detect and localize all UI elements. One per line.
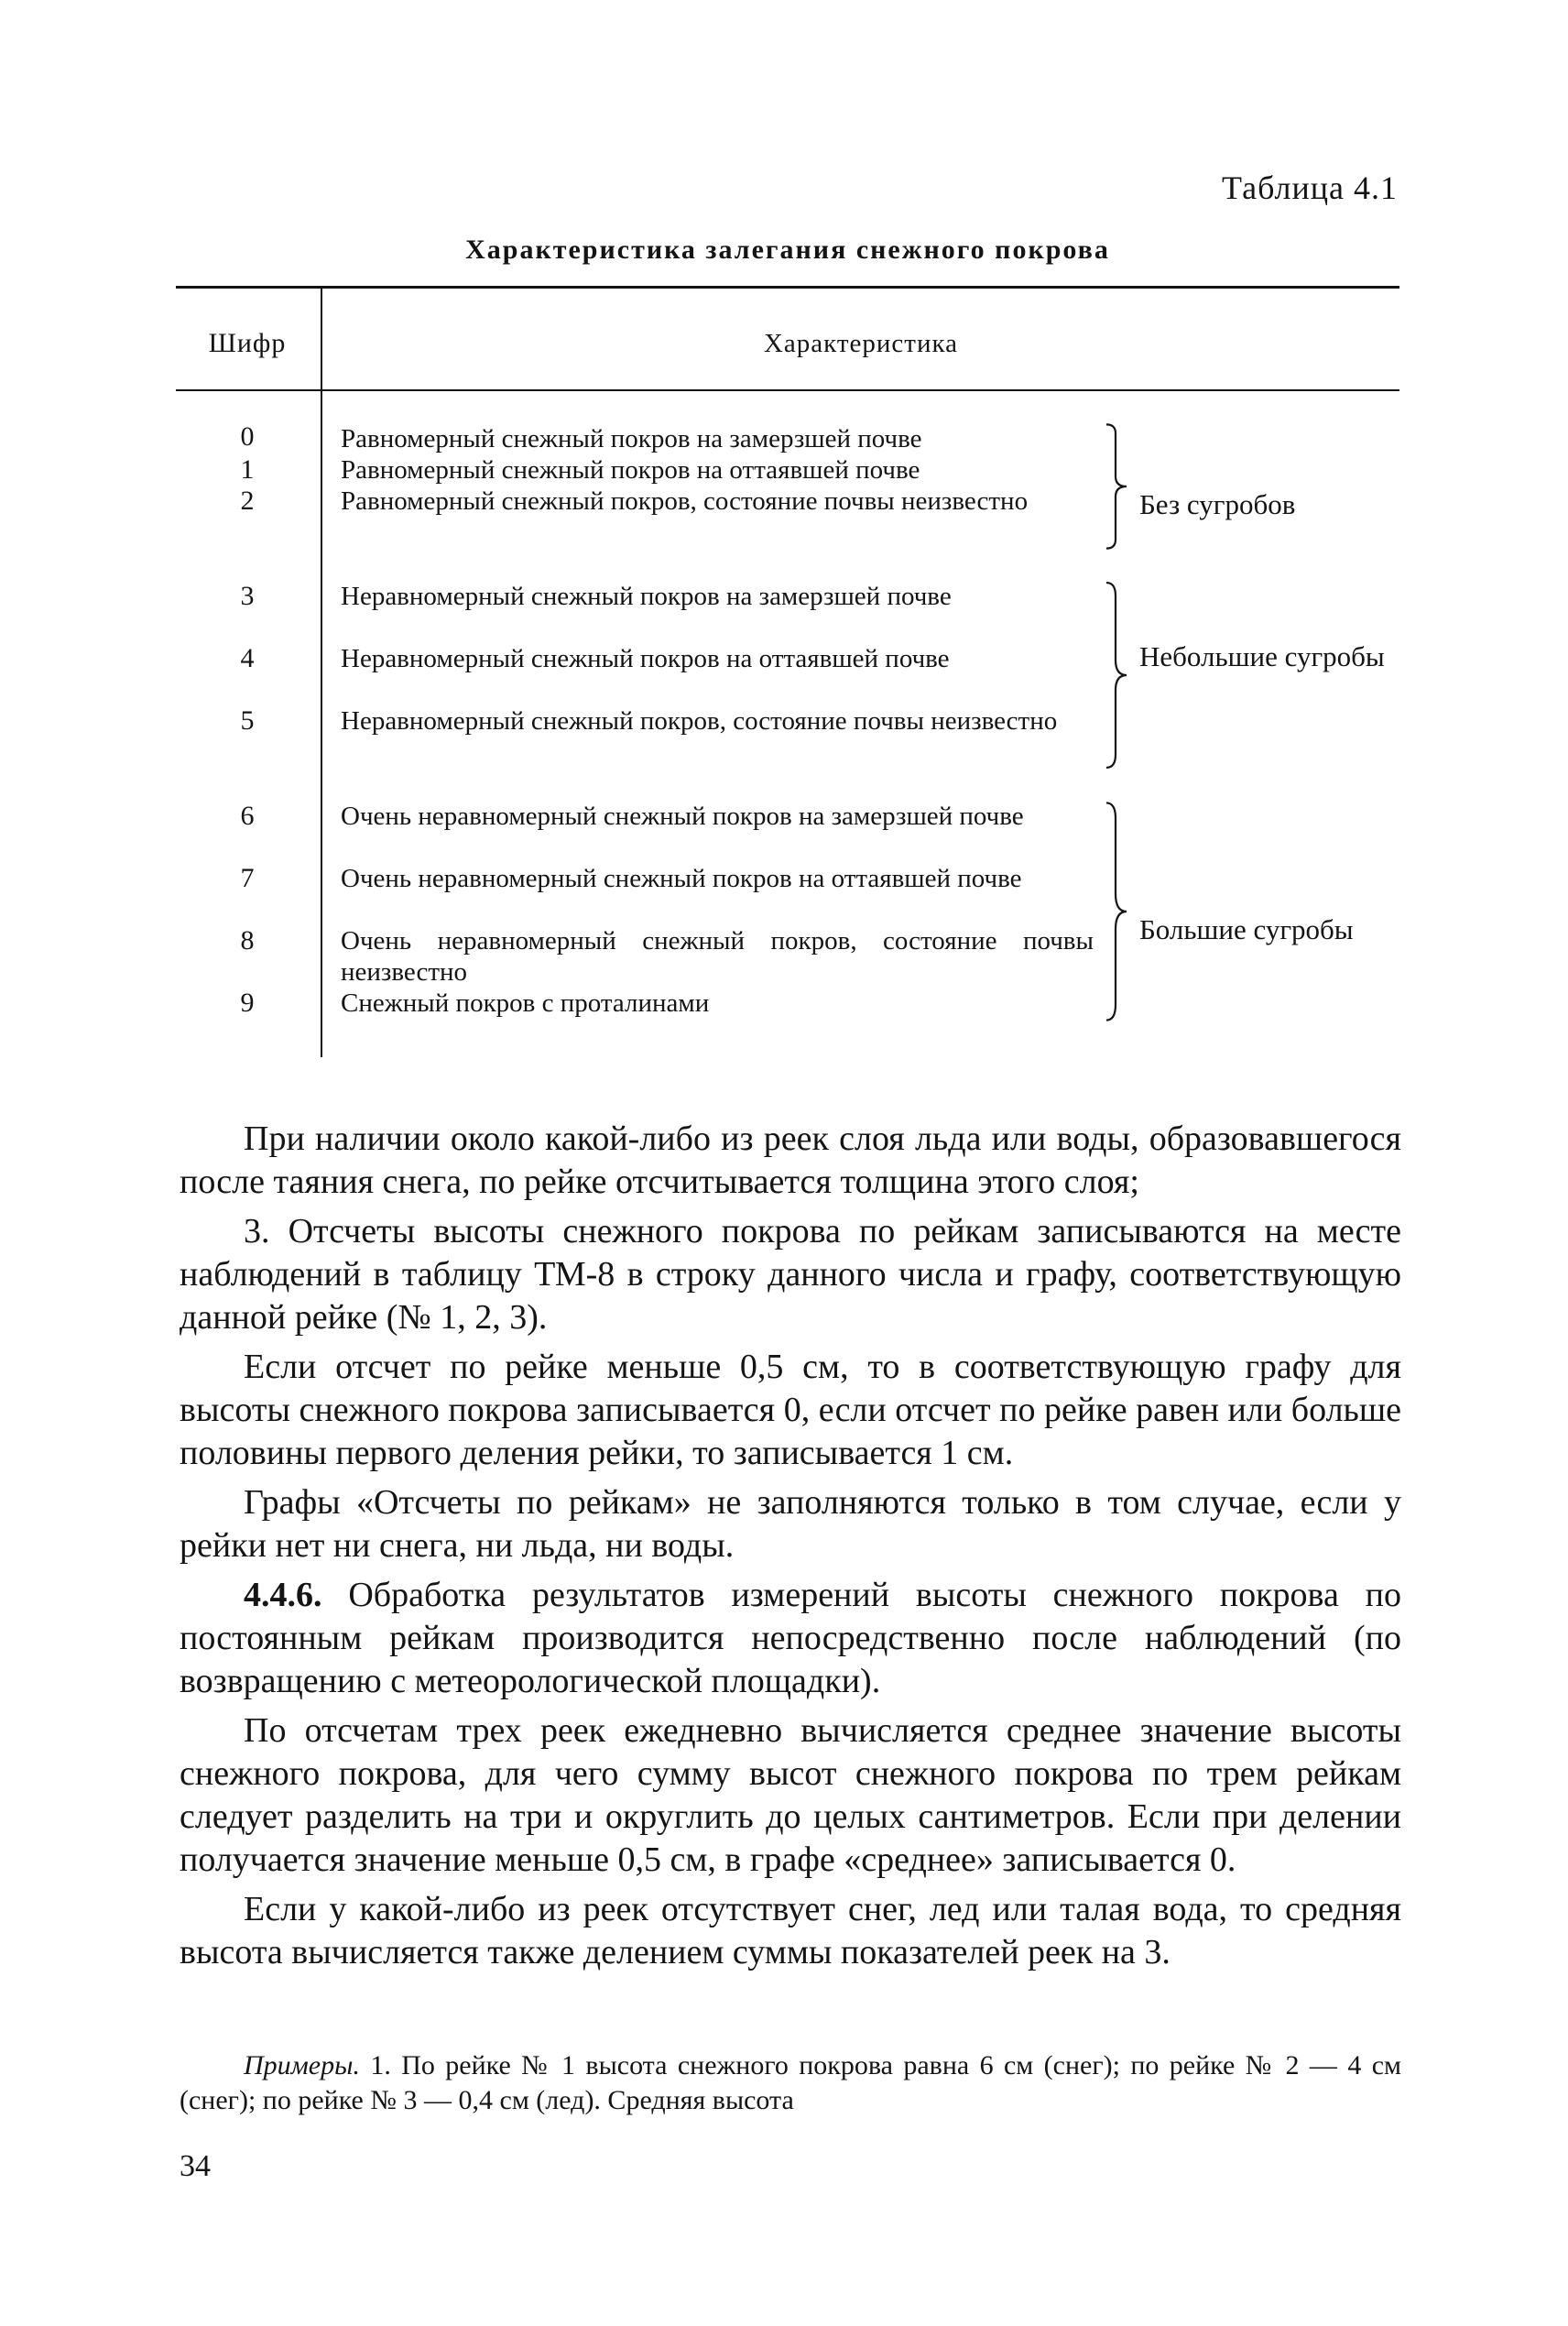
row-description: Снежный покров с проталинами (341, 988, 710, 1018)
examples-lead: Примеры. (244, 2050, 360, 2080)
group-brace (1105, 581, 1128, 770)
paragraph: Если отсчет по рейке меньше 0,5 см, то в соответствующую графу для высоты снежного покрова записывается 0, если отсчет по рейке равен или больше половины первого деления рейки, то записывается 1 см. (180, 1348, 1401, 1472)
row-description: Очень неравномерный снежный покров на замерзшей почве (341, 802, 1024, 831)
row-description: Равномерный снежный покров, состояние почвы неизвестно (341, 486, 1029, 516)
row-description: Равномерный снежный покров на оттаявшей почве (341, 455, 920, 485)
row-code: 9 (240, 988, 255, 1018)
paragraph-text: Обработка результатов измерений высоты снежного покрова по постоянным рейкам производится непосредственно после наблюдений (по возвращению с метеорологической площадки). (180, 1576, 1402, 1700)
table-title: Характеристика залегания снежного покрова (465, 235, 1110, 265)
row-description: Неравномерный снежный покров на оттаявшей почве (341, 644, 950, 673)
group-brace (1105, 423, 1128, 550)
paragraph: При наличии около какой-либо из реек слоя льда или воды, образовавшегося после таяния снега, по рейке отсчитывается толщина этого слоя; (180, 1119, 1401, 1201)
row-code: 4 (240, 643, 255, 673)
group-label: Без сугробов (1139, 488, 1296, 520)
table-label: Таблица 4.1 (1222, 169, 1398, 206)
paragraph: Графы «Отсчеты по рейкам» не заполняются только в том случае, если у рейки нет ни снега, ни льда, ни воды. (180, 1483, 1401, 1565)
row-code: 5 (240, 705, 255, 736)
paragraph: По отсчетам трех реек ежедневно вычисляется среднее значение высоты снежного покрова, для чего сумму высот снежного покрова по трем рейкам следует разделить на три и округлить до целых сантиметров. Если при делении получается значение меньше 0,5 см, в графе «среднее» записывается 0. (180, 1711, 1401, 1879)
examples-text: 1. По рейке № 1 высота снежного покрова равна 6 см (снег); по рейке № 2 — 4 см (снег); по рейке № 3 — 0,4 см (лед). Средняя высота (180, 2050, 1402, 2115)
column-header-code: Шифр (208, 328, 287, 358)
table-header-rule (176, 389, 1399, 391)
page-number: 34 (180, 2149, 211, 2183)
paragraph: Если у какой-либо из реек отсутствует снег, лед или талая вода, то средняя высота вычисляется также делением суммы показателей реек на 3. (180, 1890, 1401, 1971)
row-code: 7 (240, 863, 255, 893)
body-text (180, 1118, 1401, 1981)
paragraph (180, 1574, 1401, 1703)
row-code: 2 (240, 486, 255, 516)
row-code: 3 (240, 581, 255, 611)
row-description: Неравномерный снежный покров на замерзшей почве (341, 582, 952, 611)
row-code: 1 (240, 454, 255, 485)
row-description: Неравномерный снежный покров, состояние почвы неизвестно (341, 706, 1058, 736)
row-code: 0 (240, 421, 255, 452)
column-header-description: Характеристика (763, 329, 959, 358)
table-top-rule (176, 286, 1399, 289)
group-label: Небольшие сугробы (1139, 640, 1385, 672)
paragraph: 3. Отсчеты высоты снежного покрова по рейкам записываются на месте наблюдений в таблицу ТМ-8 в строку данного числа и графу, соответствующую данной рейке (№ 1, 2, 3). (180, 1212, 1401, 1337)
row-code: 6 (240, 801, 255, 831)
row-description: Очень неравномерный снежный покров, состояние почвы неизвестно (341, 926, 1094, 987)
row-description: Равномерный снежный покров на замерзшей почве (341, 424, 922, 453)
section-number: 4.4.6. (244, 1576, 322, 1614)
group-brace (1105, 801, 1128, 1022)
row-code: 8 (240, 925, 255, 956)
group-label: Большие сугробы (1139, 913, 1354, 945)
table-column-divider (321, 286, 322, 1057)
row-description: Очень неравномерный снежный покров на оттаявшей почве (341, 864, 1022, 893)
examples-note (180, 2048, 1401, 2118)
